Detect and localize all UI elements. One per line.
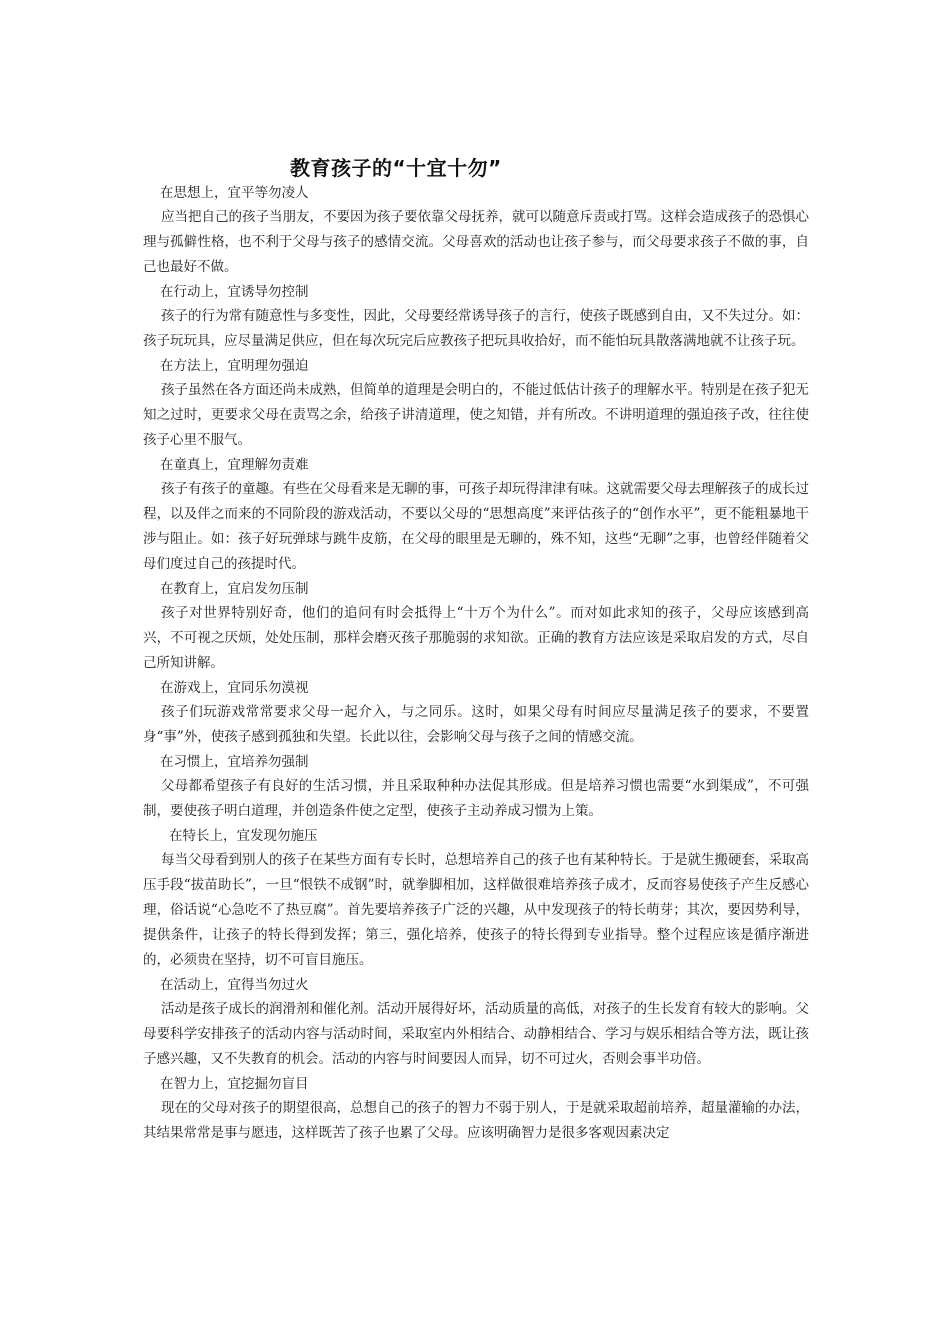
section-8 [143,824,809,973]
document-body [143,181,809,1146]
section-9 [143,973,809,1072]
section-paragraph: 每当父母看到别人的孩子在某些方面有专长时，总想培养自己的孩子也有某种特长。于是就生搬硬套，采取高压手段“拔苗助长”，一旦“恨铁不成钢”时，就拳脚相加，这样做很难培养孩子成才，反而容易使孩子产生反感心理，俗话说“心急吃不了热豆腐”。首先要培养孩子广泛的兴趣，从中发现孩子的特长萌芽；其次，要因势利导，提供条件，让孩子的特长得到发挥；第三，强化培养，使孩子的特长得到专业指导。整个过程应该是循序渐进的，必须贵在坚持，切不可盲目施压。 [143,852,809,968]
section-paragraph: 活动是孩子成长的润滑剂和催化剂。活动开展得好坏，活动质量的高低，对孩子的生长发育有较大的影响。父母要科学安排孩子的活动内容与活动时间，采取室内外相结合、动静相结合、学习与娱乐相结合等方法，既让孩子感兴趣，又不失教育的机会。活动的内容与时间要因人而异，切不可过火，否则会事半功倍。 [143,1001,809,1067]
section-7 [143,750,809,824]
section-paragraph: 孩子们玩游戏常常要求父母一起介入，与之同乐。这时，如果父母有时间应尽量满足孩子的要求，不要置身“事”外，使孩子感到孤独和失望。长此以往，会影响父母与孩子之间的情感交流。 [143,704,809,745]
section-heading: 在童真上，宜理解勿责难 [160,457,309,473]
section-heading: 在游戏上，宜同乐勿漠视 [160,680,309,696]
section-heading: 在特长上，宜发现勿施压 [169,828,318,844]
document-title: 教育孩子的“十宜十勿” [290,156,502,180]
section-5 [143,577,809,676]
section-paragraph: 现在的父母对孩子的期望很高，总想自己的孩子的智力不弱于别人，于是就采取超前培养，超量灌输的办法，其结果常常是事与愿违，这样既苦了孩子也累了父母。应该明确智力是很多客观因素决定 [143,1100,809,1141]
section-paragraph: 孩子有孩子的童趣。有些在父母看来是无聊的事，可孩子却玩得津津有味。这就需要父母去理解孩子的成长过程，以及伴之而来的不同阶段的游戏活动，不要以父母的“思想高度”来评估孩子的“创作水平”，更不能粗暴地干涉与阻止。如：孩子好玩弹球与跳牛皮筋，在父母的眼里是无聊的，殊不知，这些“无聊”之事，也曾经伴随着父母们度过自己的孩提时代。 [143,481,809,572]
section-2 [143,280,809,354]
section-paragraph: 父母都希望孩子有良好的生活习惯，并且采取种种办法促其形成。但是培养习惯也需要“水到渠成”，不可强制，要使孩子明白道理，并创造条件使之定型，使孩子主动养成习惯为上策。 [143,778,809,819]
section-heading: 在行动上，宜诱导勿控制 [160,284,309,300]
section-paragraph: 应当把自己的孩子当朋友，不要因为孩子要依靠父母抚养，就可以随意斥责或打骂。这样会造成孩子的恐惧心理与孤僻性格，也不利于父母与孩子的感情交流。父母喜欢的活动也让孩子参与，而父母要求孩子不做的事，自己也最好不做。 [143,209,809,275]
section-heading: 在思想上，宜平等勿凌人 [160,185,309,201]
section-heading: 在教育上，宜启发勿压制 [160,581,309,597]
section-heading: 在习惯上，宜培养勿强制 [160,754,309,770]
section-paragraph: 孩子对世界特别好奇，他们的追问有时会抵得上“十万个为什么”。而对如此求知的孩子，父母应该感到高兴，不可视之厌烦，处处压制，那样会磨灭孩子那脆弱的求知欲。正确的教育方法应该是采取启发的方式，尽自己所知讲解。 [143,605,809,671]
section-heading: 在方法上，宜明理勿强迫 [160,358,309,374]
section-heading: 在智力上，宜挖掘勿盲目 [160,1076,309,1092]
section-paragraph: 孩子的行为常有随意性与多变性，因此，父母要经常诱导孩子的言行，使孩子既感到自由，又不失过分。如：孩子玩玩具，应尽量满足供应，但在每次玩完后应教孩子把玩具收拾好，而不能怕玩具散落满地就不让孩子玩。 [143,308,809,349]
section-3 [143,354,809,453]
section-paragraph: 孩子虽然在各方面还尚未成熟，但简单的道理是会明白的，不能过低估计孩子的理解水平。特别是在孩子犯无知之过时，更要求父母在责骂之余，给孩子讲清道理，使之知错，并有所改。不讲明道理的强迫孩子改，往往使孩子心里不服气。 [143,382,809,448]
section-1 [143,181,809,280]
section-6 [143,676,809,750]
section-4 [143,453,809,577]
section-heading: 在活动上，宜得当勿过火 [160,977,309,993]
section-10 [143,1072,809,1146]
